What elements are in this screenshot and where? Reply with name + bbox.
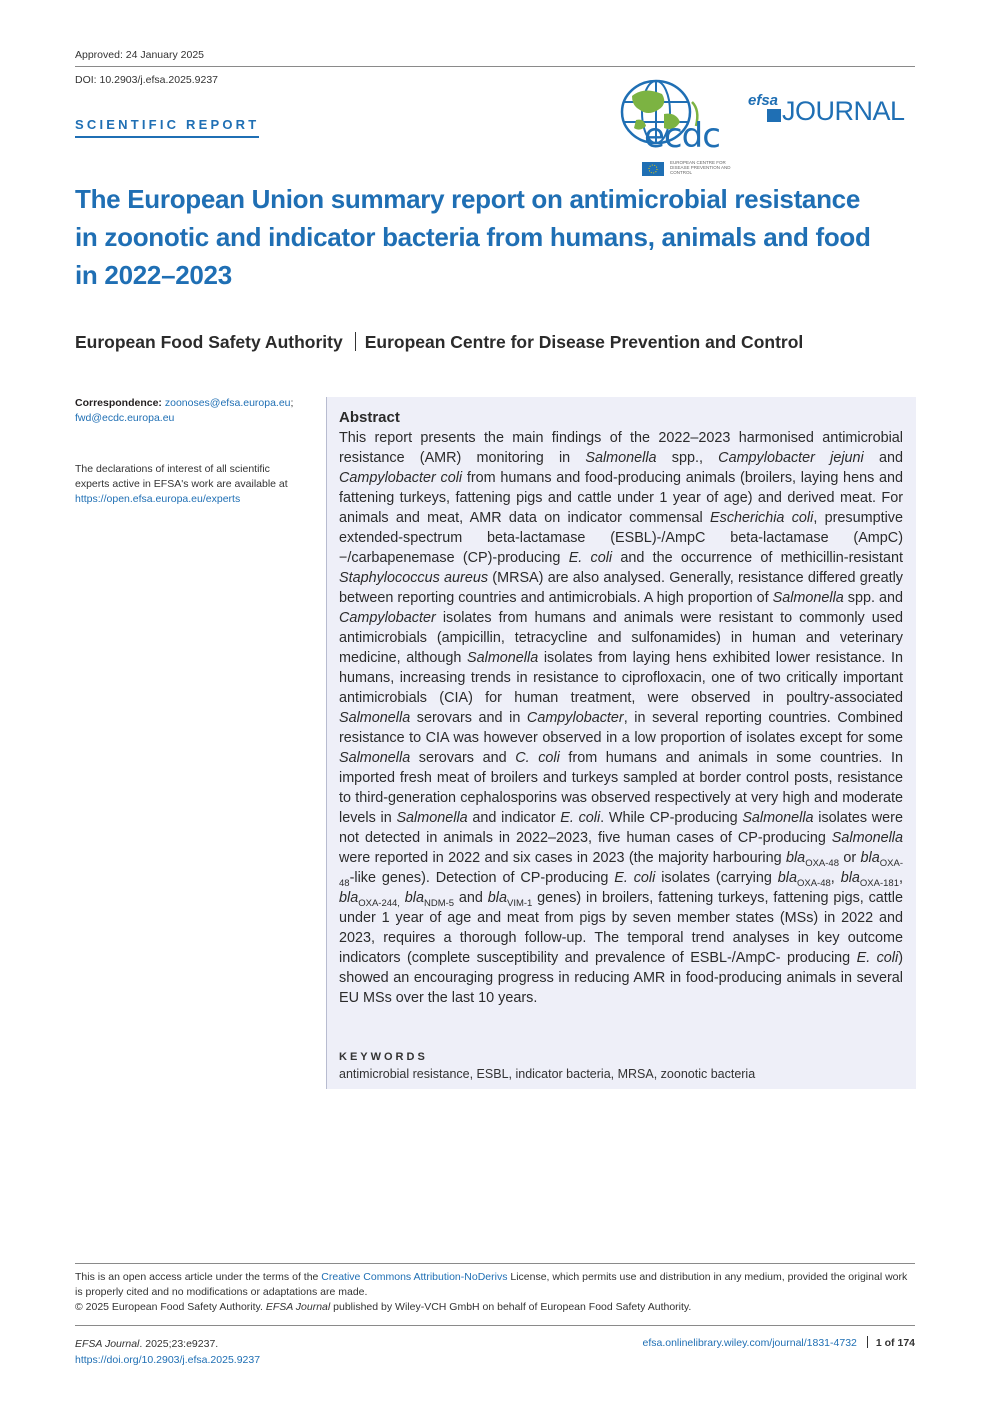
approved-date: Approved: 24 January 2025 bbox=[75, 49, 205, 61]
author-efsa: European Food Safety Authority bbox=[75, 332, 343, 352]
email-efsa-link[interactable]: zoonoses@efsa.europa.eu bbox=[164, 397, 291, 409]
correspondence-label: Correspondence: bbox=[75, 397, 162, 409]
footer-citation-text: . 2025;23:e9237. bbox=[139, 1338, 219, 1350]
article-title: The European Union summary report on antimicrobial resistance in zoonotic and indicator bacteria from humans, animals and food in 2022–2023 bbox=[75, 184, 871, 290]
declarations-text: The declarations of interest of all scientific experts active in EFSA's work are available at bbox=[75, 463, 288, 490]
footer-separator bbox=[867, 1336, 868, 1348]
copyright-text: © 2025 European Food Safety Authority. bbox=[75, 1301, 266, 1313]
efsa-logo-text: efsa bbox=[748, 92, 779, 109]
header-divider bbox=[75, 66, 915, 67]
footer-journal: EFSA Journal bbox=[75, 1338, 140, 1350]
footer-right bbox=[642, 1336, 915, 1349]
footer-citation bbox=[75, 1336, 260, 1368]
email-ecdc-link[interactable]: fwd@ecdc.europa.eu bbox=[75, 412, 175, 424]
abstract-text: This report presents the main findings of the 2022–2023 harmonised antimicrobial resistance (AMR) monitoring in Salmonella spp., Campylobacter jejuni and Campylobacter coli from humans and food-producing animals (broilers, laying hens and fattening turkeys, fattening pigs and cattle under 1 year of age) and derived meat. For animals and meat, AMR data on indicator commensal Escherichia coli, presumptive extended-spectrum beta-lactamase (ESBL)-/AmpC beta-lactamase (AmpC)−/carbapenemase (CP)-producing E. coli and the occurrence of methicillin-resistant Staphylococcus aureus (MRSA) are also analysed. Generally, resistance differed greatly between reporting countries and antimicrobials. A high proportion of Salmonella spp. and Campylobacter isolates from humans and animals were resistant to commonly used antimicrobials (ampicillin, tetracycline and sulfonamides) in human and veterinary medicine, although Salmonella isolates from laying hens exhibited lower resistance. In humans, increasing trends in resistance to ciprofloxacin, one of two critically important antimicrobials (CIA) for human treatment, were observed in poultry-associated Salmonella serovars and in Campylobacter, in several reporting countries. Combined resistance to CIA was however observed in a low proportion of isolates except for some Salmonella serovars and C. coli from humans and animals in some countries. In imported fresh meat of broilers and turkeys sampled at border control posts, resistance to third-generation cephalosporins was observed respectively at very high and moderate levels in Salmonella and indicator E. coli. While CP-producing Salmonella isolates were not detected in animals in 2022–2023, five human cases of CP-producing Salmonella were reported in 2022 and six cases in 2023 (the majority harbouring bla$_{OXA-48}$ or bla$_{OXA-48}$-like genes). Detection of CP-producing E. coli isolates (carrying bla$_{OXA-48}$, bla$_{OXA-181}$, bla$_{OXA-244,}$ bla$_{NDM-5}$ and bla$_{VIM-1}$ genes) in broilers, fattening turkeys, fattening pigs, cattle under 1 year of age and meat from pigs by seven member states (MSs) in 2022 and 2023, requires a thorough follow-up. The temporal trend analyses in key outcome indicators (complete susceptibility and prevalence of ESBL-/AmpC- producing E. coli) showed an encouraging progress in reducing AMR in food-producing animals in several EU MSs over the last 10 years. bbox=[339, 430, 904, 1006]
email-separator: ; bbox=[290, 397, 294, 409]
section-label: SCIENTIFIC REPORT bbox=[75, 117, 259, 138]
keywords-text: antimicrobial resistance, ESBL, indicator bacteria, MRSA, zoonotic bacteria bbox=[339, 1067, 756, 1081]
eu-flag-icon bbox=[767, 109, 781, 122]
page-number: 1 of 174 bbox=[875, 1337, 915, 1349]
journal-site-link[interactable]: efsa.onlinelibrary.wiley.com/journal/1831-4732 bbox=[642, 1337, 857, 1349]
authors bbox=[75, 332, 803, 353]
cc-license-link[interactable]: Creative Commons Attribution-NoDerivs bbox=[321, 1271, 508, 1283]
author-ecdc: European Centre for Disease Prevention and Control bbox=[364, 332, 804, 352]
abstract-heading: Abstract bbox=[339, 409, 400, 426]
ecdc-logo bbox=[618, 76, 736, 180]
copyright-text-2: published by Wiley-VCH GmbH on behalf of European Food Safety Authority. bbox=[330, 1301, 692, 1313]
copyright-journal: EFSA Journal bbox=[265, 1301, 331, 1313]
journal-logo-text: JOURNAL bbox=[782, 96, 905, 126]
declarations-note bbox=[75, 462, 300, 507]
correspondence bbox=[75, 396, 307, 426]
ecdc-logo-subtext: EUROPEAN CENTRE FOR DISEASE PREVENTION AND CONTROL bbox=[670, 160, 731, 175]
license-divider bbox=[75, 1263, 915, 1264]
license-text: This is an open access article under the terms of the bbox=[75, 1271, 322, 1283]
author-separator bbox=[355, 332, 356, 351]
efsa-journal-logo bbox=[748, 92, 916, 128]
ecdc-logo-text: ecdc bbox=[644, 116, 720, 156]
experts-link[interactable]: https://open.efsa.europa.eu/experts bbox=[75, 493, 241, 505]
license-text-2: License, which permits use and distribution in any medium, provided the original work is properly cited and no modifications or adaptations are made. bbox=[75, 1271, 908, 1298]
footer-doi-link[interactable]: https://doi.org/10.2903/j.efsa.2025.9237 bbox=[75, 1354, 261, 1366]
footer-divider bbox=[75, 1325, 915, 1326]
keywords-heading: KEYWORDS bbox=[339, 1051, 428, 1063]
doi-label: DOI: 10.2903/j.efsa.2025.9237 bbox=[75, 74, 219, 86]
license-note bbox=[75, 1270, 915, 1315]
